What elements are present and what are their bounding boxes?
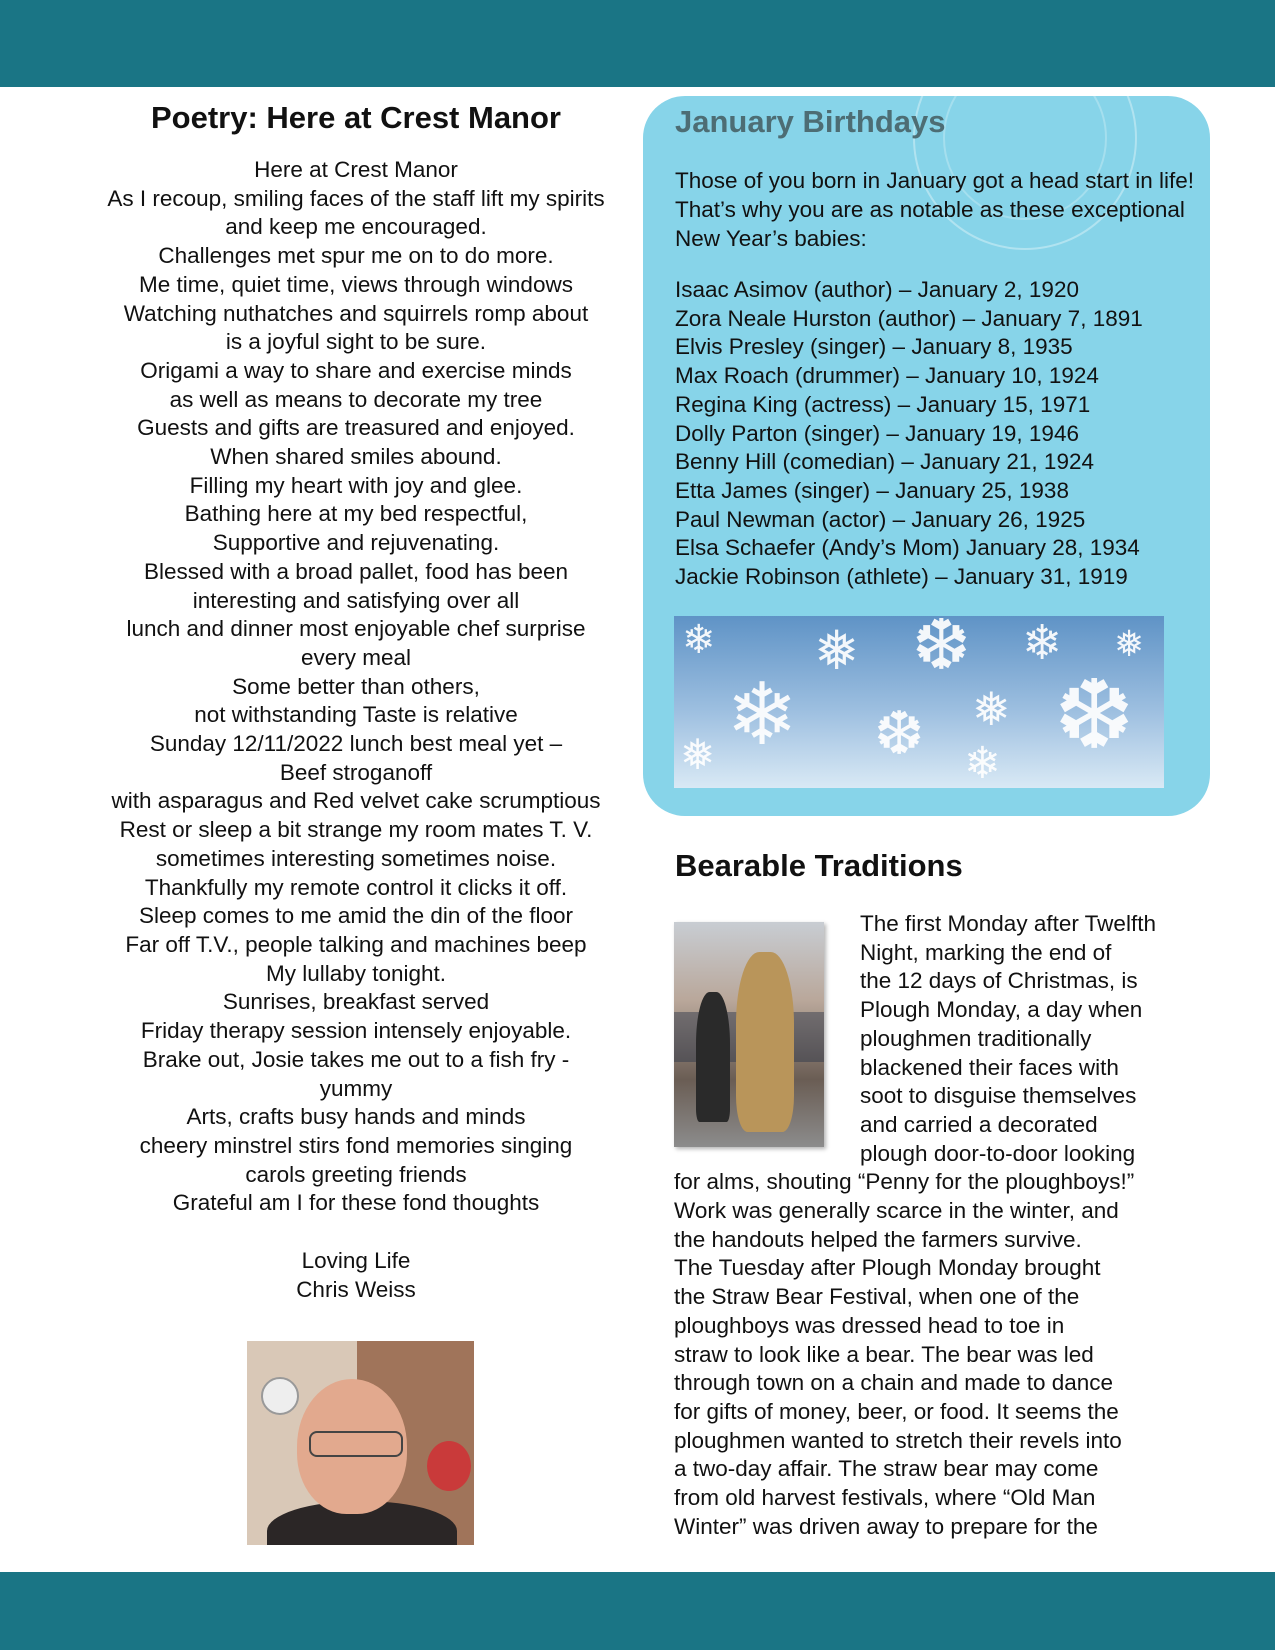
traditions-line: Night, marking the end of	[860, 939, 1112, 965]
poem-line: every meal	[300, 644, 412, 670]
poem-author: Chris Weiss	[296, 1277, 416, 1303]
traditions-line: Winter” was driven away to prepare for the	[674, 1513, 1098, 1539]
poem-line: As I recoup, smiling faces of the staff lift my spirits	[107, 185, 605, 211]
clock-icon	[261, 1377, 299, 1415]
birthday-entry: Dolly Parton (singer) – January 19, 1946	[675, 420, 1079, 446]
traditions-line: blackened their faces with	[860, 1054, 1119, 1080]
poem-line: is a joyful sight to be sure.	[225, 329, 487, 355]
poem-line: My lullaby tonight.	[265, 960, 447, 986]
poem-line: with asparagus and Red velvet cake scrumptious	[111, 788, 601, 814]
poem-line: Some better than others,	[232, 673, 480, 699]
poem-line: as well as means to decorate my tree	[169, 386, 543, 412]
birthday-entry: Benny Hill (comedian) – January 21, 1924	[675, 449, 1094, 475]
poem-line: Brake out, Josie takes me out to a fish fry -	[142, 1046, 570, 1072]
poem-line: Arts, crafts busy hands and minds	[186, 1104, 526, 1130]
poem-line: Thankfully my remote control it clicks it off.	[144, 874, 568, 900]
poem-line: Sleep comes to me amid the din of the floor	[139, 903, 573, 929]
traditions-line: Work was generally scarce in the winter, and	[674, 1198, 1119, 1224]
poem-line: When shared smiles abound.	[210, 444, 502, 470]
traditions-line: the Straw Bear Festival, when one of the	[674, 1284, 1080, 1310]
poem-line: Blessed with a broad pallet, food has been	[143, 558, 569, 584]
birthday-entry: Elvis Presley (singer) – January 8, 1935	[675, 334, 1073, 360]
poem-line: cheery minstrel stirs fond memories singing	[139, 1132, 573, 1158]
birthdays-box	[643, 96, 1210, 816]
birthdays-intro: Those of you born in January got a head start in life! That’s why you are as notable as these exceptional New Year’s babies:	[675, 168, 1195, 251]
poem-line: Bathing here at my bed respectful,	[184, 501, 528, 527]
traditions-line: from old harvest festivals, where “Old Man	[674, 1485, 1096, 1511]
poem-line: not withstanding Taste is relative	[194, 702, 518, 728]
poem-line: Grateful am I for these fond thoughts	[172, 1190, 540, 1216]
author-photo	[247, 1341, 474, 1545]
birthday-entry: Elsa Schaefer (Andy’s Mom) January 28, 1934	[675, 535, 1140, 561]
birthday-entry: Regina King (actress) – January 15, 1971	[675, 391, 1091, 417]
poem-line: carols greeting friends	[245, 1161, 467, 1187]
poem-line: Sunrises, breakfast served	[222, 989, 490, 1015]
traditions-line: and carried a decorated	[860, 1111, 1098, 1137]
poem-body	[78, 156, 634, 1218]
traditions-line: the handouts helped the farmers survive.	[674, 1226, 1082, 1252]
poem-section	[78, 98, 634, 1304]
snowflake-icon: ❅	[680, 731, 716, 778]
santa-plush	[427, 1441, 471, 1491]
traditions-line: a two-day affair. The straw bear may come	[674, 1456, 1099, 1482]
poem-line: Origami a way to share and exercise minds	[140, 357, 572, 383]
traditions-line: ploughmen wanted to stretch their revels into	[674, 1427, 1122, 1453]
traditions-line: the 12 days of Christmas, is	[860, 968, 1138, 994]
traditions-line: plough door-to-door looking	[860, 1140, 1136, 1166]
poem-line: Rest or sleep a bit strange my room mates T. V.	[119, 817, 593, 843]
traditions-body	[674, 910, 1156, 1541]
snowflake-icon: ❅	[972, 683, 1011, 735]
poem-line: Friday therapy session intensely enjoyable.	[140, 1018, 572, 1044]
birthday-entry: Max Roach (drummer) – January 10, 1924	[675, 363, 1099, 389]
snowflake-icon: ❆	[912, 606, 971, 684]
traditions-line: for gifts of money, beer, or food. It seems the	[674, 1398, 1119, 1424]
traditions-line: ploughmen traditionally	[860, 1025, 1092, 1051]
traditions-line: for alms, shouting “Penny for the ploughboys!”	[674, 1169, 1135, 1195]
poem-line: Filling my heart with joy and glee.	[189, 472, 523, 498]
poem-line: lunch and dinner most enjoyable chef surprise	[126, 616, 586, 642]
snowflake-banner	[674, 606, 1164, 788]
snowflake-icon: ❄	[964, 739, 1001, 788]
birthday-entry: Isaac Asimov (author) – January 2, 1920	[675, 277, 1079, 302]
footer-band	[0, 1572, 1275, 1650]
traditions-line: through town on a chain and made to dance	[674, 1370, 1114, 1396]
poem-closing: Loving Life	[301, 1248, 411, 1274]
birthday-entry: Jackie Robinson (athlete) – January 31, 1919	[675, 564, 1128, 590]
snowflake-icon: ❄	[726, 667, 799, 763]
traditions-line: The Tuesday after Plough Monday brought	[674, 1255, 1101, 1281]
traditions-line: straw to look like a bear. The bear was led	[674, 1341, 1094, 1367]
snowflake-icon: ❆	[1054, 662, 1135, 769]
snowflake-icon: ❄	[682, 618, 716, 662]
birthday-entry: Paul Newman (actor) – January 26, 1925	[675, 506, 1086, 532]
traditions-line: soot to disguise themselves	[860, 1083, 1137, 1109]
snowflake-icon: ❅	[1114, 623, 1145, 664]
poem-line: Beef stroganoff	[279, 759, 433, 785]
birthdays-title: January Birthdays	[675, 104, 946, 139]
header-band	[0, 0, 1275, 87]
poem-line: Sunday 12/11/2022 lunch best meal yet –	[149, 731, 563, 757]
birthday-entry: Zora Neale Hurston (author) – January 7, 1891	[675, 305, 1143, 331]
poem-line: interesting and satisfying over all	[192, 587, 520, 613]
snowflake-icon: ❅	[814, 621, 860, 681]
poem-line: Watching nuthatches and squirrels romp about	[123, 300, 589, 326]
snowflake-icon: ❆	[874, 700, 925, 767]
poem-title: Poetry: Here at Crest Manor	[150, 100, 561, 135]
poem-line: Challenges met spur me on to do more.	[158, 243, 554, 269]
traditions-title: Bearable Traditions	[675, 848, 963, 883]
poem-line: Here at Crest Manor	[254, 157, 458, 182]
poem-line: Far off T.V., people talking and machines beep	[125, 931, 587, 957]
poem-line: Me time, quiet time, views through windows	[139, 271, 573, 297]
birthday-entry: Etta James (singer) – January 25, 1938	[675, 477, 1069, 503]
birthdays-list	[675, 276, 1143, 592]
poem-signature	[78, 1246, 634, 1304]
traditions-line: ploughboys was dressed head to toe in	[674, 1312, 1065, 1338]
poem-line: Supportive and rejuvenating.	[212, 530, 500, 556]
snowflake-icon: ❄	[1022, 617, 1063, 670]
poem-line: and keep me encouraged.	[225, 214, 487, 240]
poem-line: sometimes interesting sometimes noise.	[155, 845, 557, 871]
poem-line: yummy	[319, 1075, 393, 1101]
poem-line: Guests and gifts are treasured and enjoyed.	[137, 415, 575, 441]
traditions-line: Plough Monday, a day when	[860, 997, 1143, 1023]
traditions-line: The first Monday after Twelfth	[860, 911, 1156, 936]
